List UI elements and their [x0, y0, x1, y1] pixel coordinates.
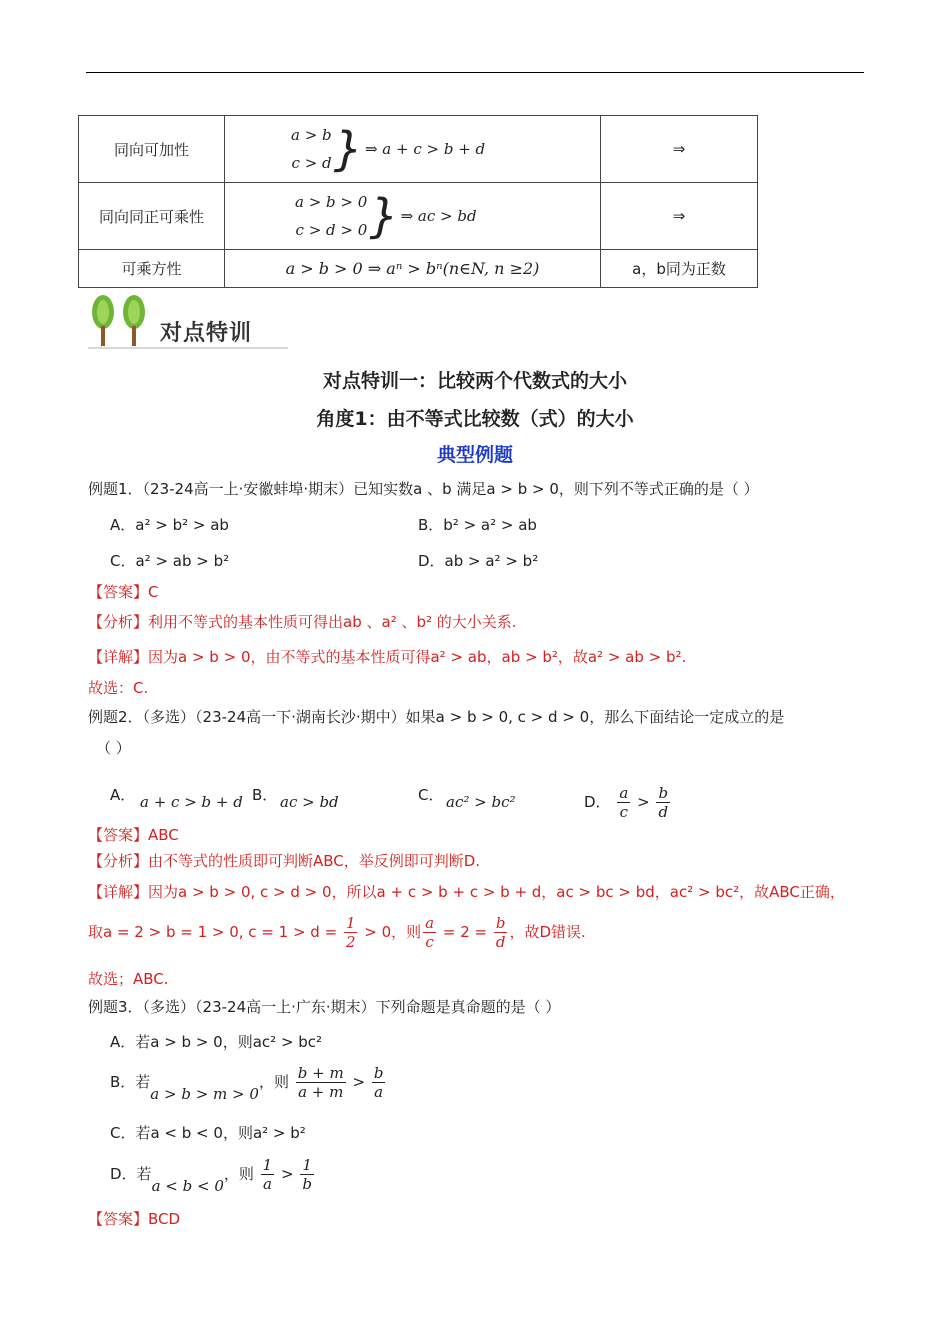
answer-line: 【答案】BCD — [88, 1210, 181, 1228]
conclusion-line: 故选：C. — [88, 679, 149, 697]
option-d: D．若a < b < 0，则 $\frac{1}{a}$ > $\frac{1}{b}$ — [110, 1156, 312, 1195]
analysis-line: 【分析】利用不等式的基本性质可得出ab 、a² 、b² 的大小关系. — [88, 613, 517, 631]
option-a: A．a² > b² > ab — [110, 516, 229, 534]
conclusion-line: 故选；ABC. — [88, 970, 169, 988]
property-table — [78, 115, 758, 288]
example-3-question: 例题3．（多选）（23-24高一上·广东·期末）下列命题是真命题的是（ ） — [88, 998, 561, 1016]
table-row — [79, 250, 758, 288]
detail-line: 【详解】因为a > b > 0，由不等式的基本性质可得a² > ab，ab > b²，故a² > ab > b². — [88, 648, 687, 666]
option-a-label: A． — [110, 786, 136, 804]
option-c-label: C． — [418, 786, 444, 804]
option-a: a + c > b + d — [140, 793, 243, 811]
cell-note: ⇒ — [601, 183, 758, 250]
cell-name: 同向可加性 — [79, 116, 225, 183]
example-2-question: 例题2．（多选）（23-24高一下·湖南长沙·期中）如果a > b > 0, c > d > 0，那么下面结论一定成立的是 — [88, 708, 785, 726]
option-c: C．若a < b < 0，则a² > b² — [110, 1124, 306, 1142]
banner-label: 对点特训 — [160, 321, 253, 346]
answer-line: 【答案】ABC — [88, 826, 179, 844]
table-row — [79, 183, 758, 250]
cell-name: 同向同正可乘性 — [79, 183, 225, 250]
option-d: D．ab > a² > b² — [418, 552, 539, 570]
option-b: B．b² > a² > ab — [418, 516, 537, 534]
cell-name: 可乘方性 — [79, 250, 225, 288]
cell-note: a，b同为正数 — [601, 250, 758, 288]
header-rule — [86, 72, 864, 73]
cell-note: ⇒ — [601, 116, 758, 183]
detail-line: 【详解】因为a > b > 0, c > d > 0，所以a + c > b + c > b + d，ac > bc > bd，ac² > bc²，故ABC正确， — [88, 883, 845, 901]
cell-formula: a > b > 0 ⇒ aⁿ > bⁿ(n∈N, n ≥2) — [225, 250, 601, 288]
option-b: B．若a > b > m > 0，则 $\frac{b + m}{a + m}$ > $\frac{b}{a}$ — [110, 1064, 384, 1103]
option-a: A．若a > b > 0，则ac² > bc² — [110, 1033, 323, 1051]
cell-formula: a > b c > d } ⇒ a + c > b + d — [225, 116, 601, 183]
detail-line-2: 取a = 2 > b = 1 > 0, c = 1 > d = $\frac{1}{2}$ > 0，则 $\frac{a}{c}$ = 2 = $\frac{b}{d}$ ，故D错误. — [88, 914, 586, 951]
analysis-line: 【分析】由不等式的性质即可判断ABC，举反例即可判断D. — [88, 852, 481, 870]
section-banner — [88, 292, 288, 352]
option-b-label: B． — [252, 786, 278, 804]
option-d: D． $\frac{a}{c}$ > $\frac{b}{d}$ — [584, 784, 669, 821]
option-b: ac > bd — [280, 793, 339, 811]
option-c: ac² > bc² — [446, 793, 516, 811]
example-1-question: 例题1．（23-24高一上·安徽蚌埠·期末）已知实数a 、b 满足a > b > 0，则下列不等式正确的是（ ） — [88, 480, 759, 498]
angle-heading: 角度1：由不等式比较数（式）的大小 — [316, 408, 634, 430]
table-row — [79, 116, 758, 183]
page-heading: 对点特训一：比较两个代数式的大小 — [322, 370, 627, 392]
section-subtitle: 典型例题 — [436, 444, 513, 466]
cell-formula: a > b > 0 c > d > 0 } ⇒ ac > bd — [225, 183, 601, 250]
example-2-paren: （ ） — [96, 739, 131, 757]
answer-line: 【答案】C — [88, 583, 159, 601]
option-c: C．a² > ab > b² — [110, 552, 230, 570]
